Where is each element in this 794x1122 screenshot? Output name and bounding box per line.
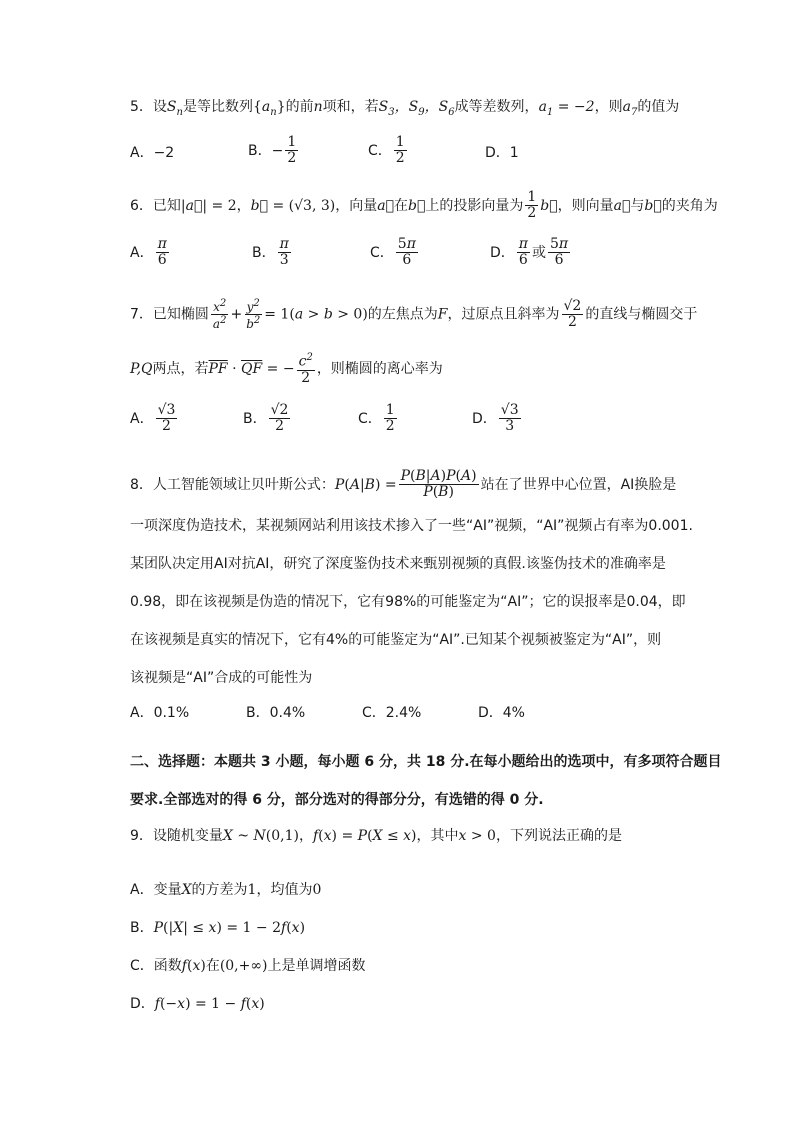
q8-option-a: A．0.1% xyxy=(130,705,190,721)
math-zero: 0 xyxy=(312,882,322,898)
text: 函数 xyxy=(153,958,182,974)
text: 是等比数列 xyxy=(182,99,253,115)
option-label: A． xyxy=(130,410,154,427)
math-pq: P,Q xyxy=(130,361,153,378)
option-label: D． xyxy=(472,410,497,427)
option-label: D． xyxy=(130,996,155,1012)
fraction: $\frac{√3}{2}$ xyxy=(157,402,176,435)
question-number: 8． xyxy=(130,476,153,493)
text: 的前 xyxy=(285,99,314,115)
text: 的方差为 xyxy=(191,882,248,898)
fraction: $\frac{x^2}{a^2}$ xyxy=(212,298,227,332)
text: 的左焦点为 xyxy=(367,306,438,323)
q8-option-d: D．4% xyxy=(478,705,525,721)
fraction: $\frac{5\pi}{6}$ xyxy=(549,236,569,269)
fraction: $\frac{1}{2}$ xyxy=(385,402,395,435)
text: 设随机变量 xyxy=(152,828,223,844)
text: ，则椭圆的离心率为 xyxy=(316,361,443,378)
question-number: 9． xyxy=(130,828,153,844)
q7-option-b xyxy=(243,403,292,435)
q5-option-b: B．− $\frac{1}{2}$ xyxy=(248,134,297,167)
math-bayes-lhs: P(A|B) = xyxy=(334,476,397,493)
option-label: B． xyxy=(130,920,154,936)
text: ，向量 xyxy=(335,197,378,214)
question-number: 7． xyxy=(130,306,153,323)
q6-option-c xyxy=(370,237,420,269)
question-7-stem-line2 xyxy=(130,352,443,386)
text: 的夹角为 xyxy=(661,197,718,214)
q5-option-d: D．1 xyxy=(485,145,519,161)
q9-option-a xyxy=(130,880,321,900)
math-interval: (0,+∞) xyxy=(219,958,268,974)
math-f: F xyxy=(437,306,448,323)
q7-option-c xyxy=(358,403,399,435)
fraction: $\frac{1}{2}$ xyxy=(287,134,297,167)
text: 上的投影向量为 xyxy=(425,197,524,214)
text: 上是单调增函数 xyxy=(267,958,366,974)
math-vec-b: b⃗ xyxy=(407,197,426,214)
text: 或 xyxy=(531,244,546,261)
math-option-b: P(|X| ≤ x) = 1 − 2f(x) xyxy=(153,920,306,936)
text: ，下列说法正确的是 xyxy=(495,828,622,844)
text: ，其中 xyxy=(416,828,459,844)
text: ，则 xyxy=(594,99,623,115)
text: 设 xyxy=(152,99,167,115)
math-normal-dist: X ~ N(0,1)，f(x) = P(X ≤ x) xyxy=(222,828,417,844)
math-a7: $a_7$ xyxy=(622,99,638,118)
math-x-positive: x > 0 xyxy=(458,828,496,844)
fraction: $\frac{1}{2}$ xyxy=(527,189,537,222)
fraction: $\frac{c^2}{2}$ xyxy=(298,352,313,387)
text: 的直线与椭圆交于 xyxy=(585,306,698,323)
option-label: B． xyxy=(248,142,272,159)
math-vec-b: b⃗ xyxy=(644,197,662,214)
math-x: X xyxy=(181,882,192,898)
q9-option-c xyxy=(130,956,366,976)
option-label: C． xyxy=(368,142,392,159)
math-fx: f(x) xyxy=(181,958,206,974)
math-option-d: f(−x) = 1 − f(x) xyxy=(154,996,265,1012)
q5-option-c xyxy=(368,135,409,167)
math-ellipse-cond: = 1(a > b > 0) xyxy=(264,306,368,323)
section-2-heading-line1: 二、选择题：本题共 3 小题，每小题 6 分，共 18 分.在每小题给出的选项中，有多项符合题目 xyxy=(130,754,722,770)
q6-option-d xyxy=(490,237,572,269)
fraction: $\frac{P(B|A)P(A)}{P(B)}$ xyxy=(400,468,477,501)
q5-option-a: A．−2 xyxy=(130,145,175,161)
question-number: 6． xyxy=(130,197,153,214)
text: 两点，若 xyxy=(152,361,209,378)
option-label: B． xyxy=(252,244,276,261)
text: 站在了世界中心位置，AI换脸是 xyxy=(480,476,677,493)
option-label: A． xyxy=(130,882,154,898)
fraction: $\frac{√3}{3}$ xyxy=(500,402,519,435)
math-vec-a: a⃗ xyxy=(377,197,394,214)
q6-option-b xyxy=(252,237,293,269)
fraction: $\frac{\pi}{3}$ xyxy=(279,236,289,269)
option-label: D． xyxy=(490,244,515,261)
text: 在 xyxy=(205,958,220,974)
math-one: 1 xyxy=(247,882,257,898)
option-label: C． xyxy=(358,410,382,427)
text: 与 xyxy=(630,197,645,214)
text: ，均值为 xyxy=(256,882,313,898)
question-number: 5． xyxy=(130,99,153,115)
text: 的值为 xyxy=(637,99,680,115)
fraction: $\frac{1}{2}$ xyxy=(395,134,405,167)
text: 成等差数列， xyxy=(454,99,539,115)
fraction: $\frac{\pi}{6}$ xyxy=(157,236,167,269)
text: 变量 xyxy=(153,882,182,898)
question-9-stem xyxy=(130,826,622,846)
q8-option-b: B．0.4% xyxy=(246,705,306,721)
question-8-line4: 0.98，即在该视频是伪造的情况下，它有98%的可能鉴定为“AI”；它的误报率是0.04，即 xyxy=(130,594,686,610)
math-sn: $S_n$ xyxy=(166,99,183,118)
question-8-stem-line1 xyxy=(130,469,676,501)
question-6-stem xyxy=(130,190,718,222)
fraction: $\frac{√2}{2}$ xyxy=(563,297,582,331)
question-8-line5: 在该视频是真实的情况下，它有4%的可能鉴定为“AI”.已知某个视频被鉴定为“AI”，则 xyxy=(130,632,662,648)
fraction: $\frac{√2}{2}$ xyxy=(270,402,289,435)
q7-option-d xyxy=(472,403,523,435)
q8-option-c: C．2.4% xyxy=(362,705,422,721)
q9-option-b xyxy=(130,918,305,938)
fraction: $\frac{5\pi}{6}$ xyxy=(397,236,416,269)
option-label: C． xyxy=(370,244,394,261)
option-label: B． xyxy=(243,410,267,427)
question-5-stem xyxy=(130,97,679,123)
fraction: $\frac{\pi}{6}$ xyxy=(518,236,528,269)
math-dot-product: $\overline{PF} \cdot \overline{QF}$ = − xyxy=(208,361,295,378)
section-2-heading-line2: 要求.全部选对的得 6 分，部分选对的得部分分，有选错的得 0 分. xyxy=(130,792,544,808)
option-label: C． xyxy=(130,958,154,974)
text: 在 xyxy=(393,197,408,214)
q7-option-a xyxy=(130,403,179,435)
text: 人工智能领域让贝叶斯公式： xyxy=(152,476,335,493)
text: 已知 xyxy=(152,197,181,214)
text: ，过原点且斜率为 xyxy=(447,306,560,323)
question-8-line3: 某团队决定用AI对抗AI，研究了深度鉴伪技术来甄别视频的真假.该鉴伪技术的准确率是 xyxy=(130,556,666,572)
q6-option-a xyxy=(130,237,171,269)
math-a1: $a_1 = -2$ xyxy=(538,99,595,118)
math-vec-a: a⃗ xyxy=(613,197,631,214)
question-8-line2: 一项深度伪造技术，某视频网站利用该技术掺入了一些“AI”视频，“AI”视频占有率为0.001. xyxy=(130,518,693,534)
option-label: A． xyxy=(130,244,154,261)
math-n: n xyxy=(313,99,323,115)
text: ，则向量 xyxy=(557,197,614,214)
q9-option-d xyxy=(130,994,265,1014)
question-7-stem-line1: 7．已知椭圆 $\frac{x^2}{a^2}$ + $\frac{y^2}{b^2}$ = 1(a > b > 0)的左焦点为F，过原点且斜率为 $\frac{√2}{2}$ 的直线与椭圆交于 xyxy=(130,297,698,332)
question-8-line6: 该视频是“AI”合成的可能性为 xyxy=(130,670,313,686)
math-s3-s9-s6: $S_3$，$S_9$，$S_6$ xyxy=(378,99,455,118)
math-an: $\{a_n\}$ xyxy=(252,99,286,118)
text: 已知椭圆 xyxy=(152,306,209,323)
math-vec-b: b⃗ xyxy=(540,197,558,214)
math-norm-a: |a⃗| = 2，b⃗ = (√3, 3) xyxy=(180,197,336,214)
fraction: $\frac{y^2}{b^2}$ xyxy=(246,298,261,332)
text: 项和，若 xyxy=(322,99,379,115)
